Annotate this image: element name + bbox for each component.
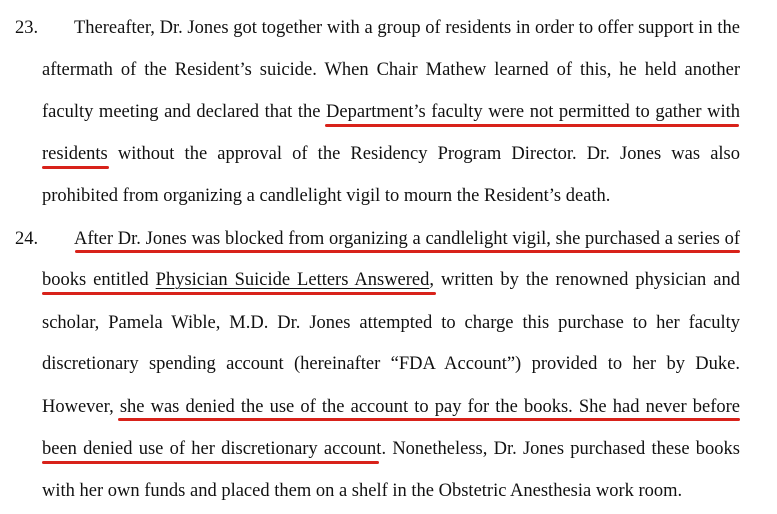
annotated-text: been denied use of her discretionary account — [42, 439, 382, 459]
paragraph-line — [42, 98, 740, 126]
text-span: without the approval of the Residency Program Director. Dr. Jones was also — [107, 144, 740, 164]
red-annotation-underline — [42, 292, 436, 295]
annotated-text: she was denied the use of the account to pay for the books. She had never before — [119, 397, 741, 417]
paragraph-line: prohibited from organizing a candlelight vigil to mourn the Resident’s death. — [42, 186, 611, 206]
paragraph-number: 23. — [15, 18, 39, 38]
paragraph-line: scholar, Pamela Wible, M.D. Dr. Jones attempted to charge this purchase to her faculty — [42, 313, 740, 333]
red-annotation-underline — [325, 124, 739, 127]
text-span: , written by the renowned physician and — [429, 270, 740, 290]
paragraph-line — [42, 266, 740, 294]
paragraph-line: After Dr. Jones was blocked from organizing a candlelight vigil, she purchased a series of — [74, 229, 740, 249]
text-span: faculty meeting and declared that the — [42, 102, 327, 122]
red-annotation-underline — [42, 461, 379, 464]
red-annotation-underline — [118, 418, 740, 421]
book-title: Physician Suicide Letters Answered — [155, 270, 430, 290]
paragraph-line: with her own funds and placed them on a shelf in the Obstetric Anesthesia work room. — [42, 481, 683, 501]
red-annotation-underline — [75, 250, 740, 253]
paragraph-line — [42, 435, 740, 463]
paragraph-line — [42, 140, 740, 168]
annotated-text: residents — [42, 144, 108, 164]
paragraph-line — [42, 393, 740, 421]
annotated-text: Department’s faculty were not permitted to gather with — [326, 102, 740, 122]
paragraph-line: aftermath of the Resident’s suicide. When Chair Mathew learned of this, he held another — [42, 60, 740, 80]
text-span: However, — [42, 397, 120, 417]
text-span: books entitled — [42, 270, 156, 290]
paragraph-line: discretionary spending account (hereinafter “FDA Account”) provided to her by Duke. — [42, 354, 740, 374]
text-span: . Nonetheless, Dr. Jones purchased these books — [381, 439, 740, 459]
red-annotation-underline — [42, 166, 109, 169]
paragraph-number: 24. — [15, 229, 39, 249]
paragraph-line: Thereafter, Dr. Jones got together with a group of residents in order to offer support in the — [74, 18, 740, 38]
